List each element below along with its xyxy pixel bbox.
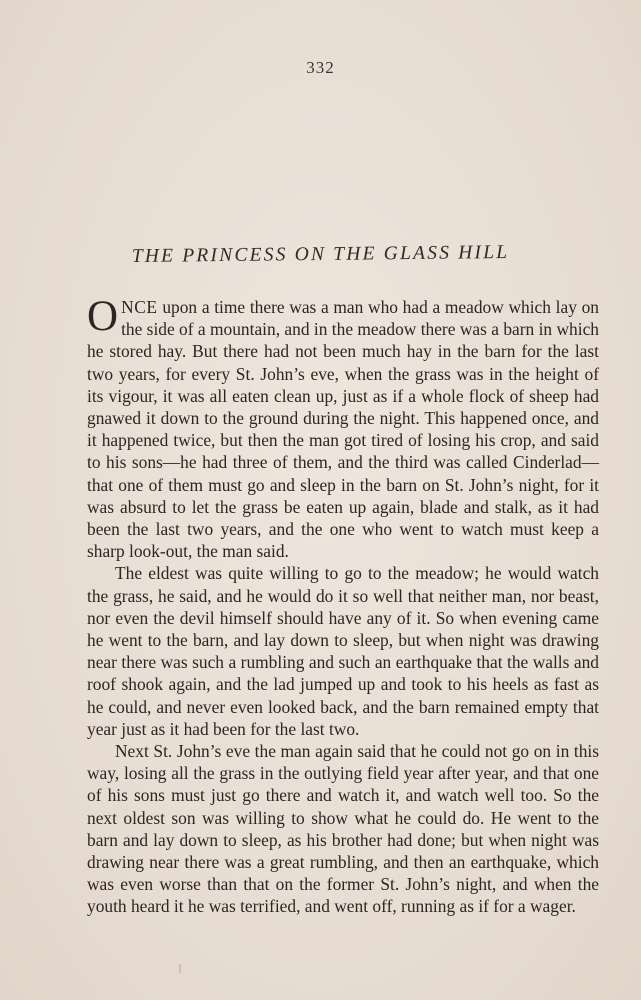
paper-speck [179, 964, 181, 973]
paragraph-3: Next St. John’s eve the man again said that he could not go on in this way, losing all the grass in the outlying field year after year, and that one of his sons must just go there and watch it, and watch well too. So the next oldest son was willing to show what he could do. He went to the barn and lay down to sleep, as his brother had done; but when night was drawing near there was a great rumbling, and then an earthquake, which was even worse than that on the former St. John’s night, and when the youth heard it he was terrified, and went off, running as if for a wager. [87, 741, 599, 917]
story-body [87, 293, 599, 918]
story-title: THE PRINCESS ON THE GLASS HILL [131, 242, 510, 267]
paragraph-1 [87, 293, 599, 562]
lead-small-caps: NCE [121, 297, 158, 317]
paragraph-1-text: upon a time there was a man who had a meadow which lay on the side of a mountain, and in the meadow there was a barn in which he stored hay. But there had not been much hay in the barn for the last two years, for every St. John’s eve, when the grass was in the height of its vigour, it was all eaten clean up, just as if a whole flock of sheep had gnawed it down to the ground during the night. This happened once, and it happened twice, but then the man got tired of losing his crop, and said to his sons—he had three of them, and the third was called Cinderlad—that one of them must go and sleep in the barn on St. John’s night, for it was absurd to let the grass be eaten up again, blade and stalk, as it had been the last two years, and the one who went to watch must keep a sharp look-out, the man said. [87, 297, 599, 562]
drop-cap: O [87, 293, 119, 340]
page-number: 332 [306, 58, 335, 77]
paragraph-2: The eldest was quite willing to go to the meadow; he would watch the grass, he said, and he would do it so well that neither man, nor beast, nor even the devil himself should have any of it. So when evening came he went to the barn, and lay down to sleep, but when night was drawing near there was such a rumbling and such an earthquake that the walls and roof shook again, and the lad jumped up and took to his heels as fast as he could, and never even looked back, and the barn remained empty that year just as it had been for the last two. [87, 563, 599, 739]
